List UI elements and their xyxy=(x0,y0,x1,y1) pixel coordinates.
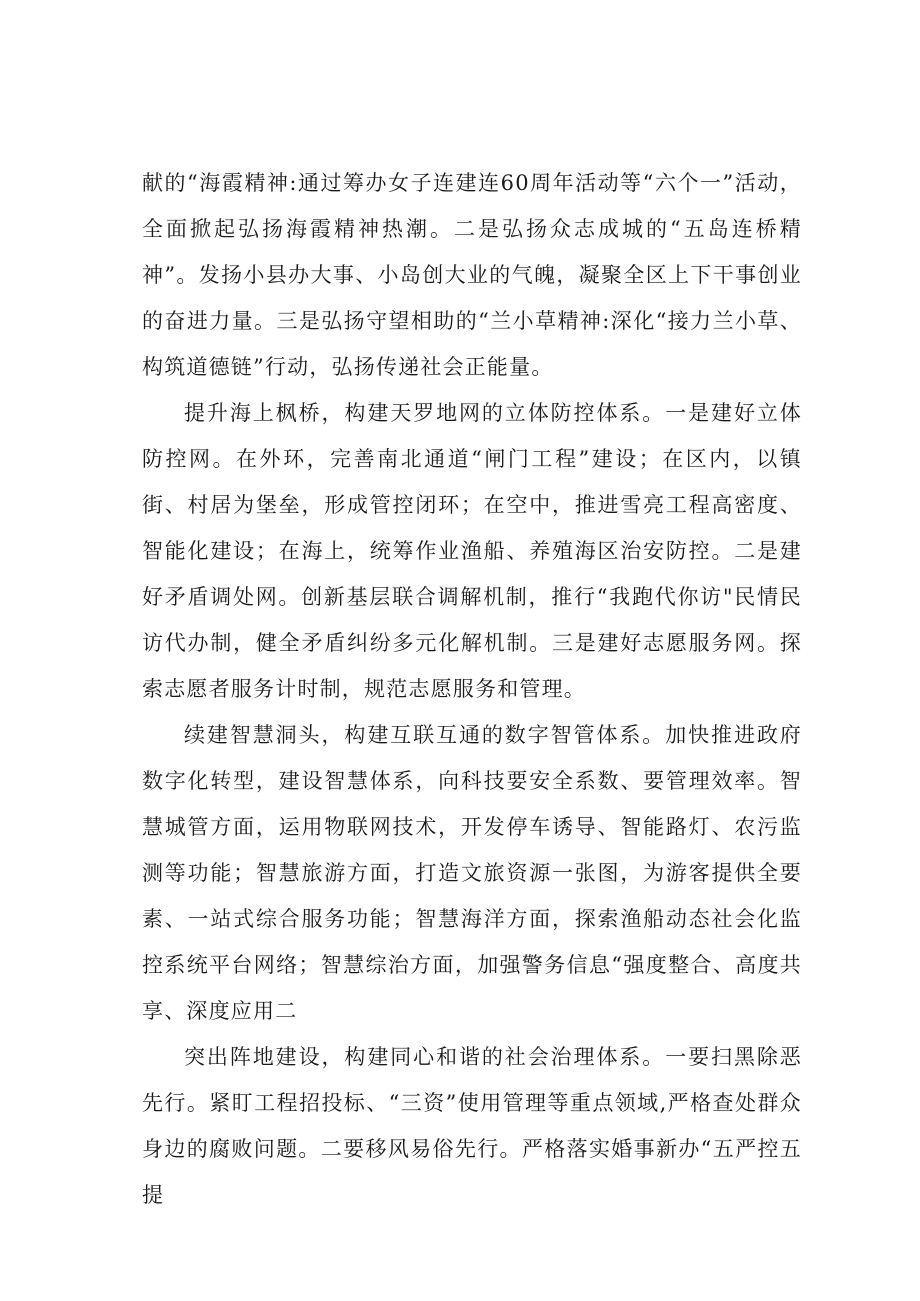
paragraph-2: 提升海上枫桥，构建天罗地网的立体防控体系。一是建好立体防控网。在外环，完善南北通道“闸门工程”建设；在区内，以镇街、村居为堡垒，形成管控闭环；在空中，推进雪亮工程高密度、智能化建设；在海上，统筹作业渔船、养殖海区治安防控。二是建好矛盾调处网。创新基层联合调解机制，推行“我跑代你访"民情民访代办制，健全矛盾纠纷多元化解机制。三是建好志愿服务网。探索志愿者服务计时制，规范志愿服务和管理。 xyxy=(142,401,802,701)
document-body xyxy=(142,160,802,1218)
paragraph-4: 突出阵地建设，构建同心和谐的社会治理体系。一要扫黑除恶先行。紧盯工程招投标、“三资”使用管理等重点领域,严格查处群众身边的腐败问题。二要移风易俗先行。严格落实婚事新办“五严控五提 xyxy=(142,1045,802,1207)
paragraph-3: 续建智慧洞头，构建互联互通的数字智管体系。加快推进政府数字化转型，建设智慧体系，向科技要安全系数、要管理效率。智慧城管方面，运用物联网技术，开发停车诱导、智能路灯、农污监测等功能；智慧旅游方面，打造文旅资源一张图，为游客提供全要素、一站式综合服务功能；智慧海洋方面，探索渔船动态社会化监控系统平台网络；智慧综治方面，加强警务信息“强度整合、高度共享、深度应用二 xyxy=(142,723,802,1023)
paragraph-1: 献的“海霞精神:通过筹办女子连建连60周年活动等“六个一”活动，全面掀起弘扬海霞精神热潮。二是弘扬众志成城的“五岛连桥精神”。发扬小县办大事、小岛创大业的气魄，凝聚全区上下干事创业的奋进力量。三是弘扬守望相助的“兰小草精神:深化“接力兰小草、构筑道德链”行动，弘扬传递社会正能量。 xyxy=(142,171,802,379)
